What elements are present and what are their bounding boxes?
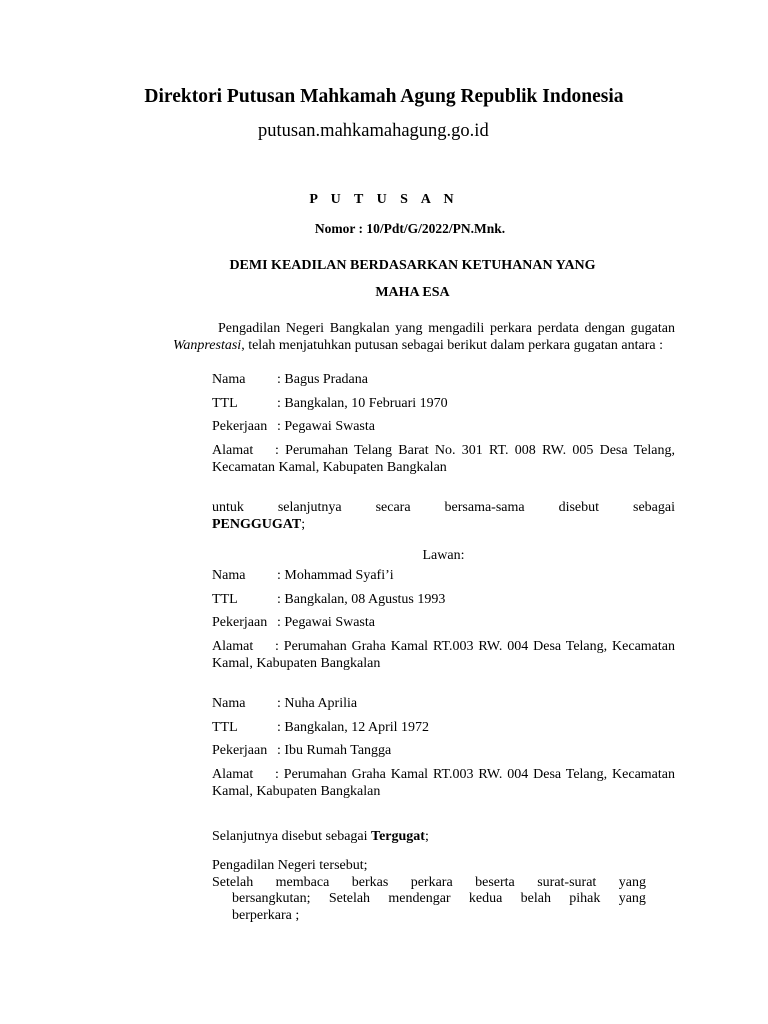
closing-word: pihak [569,891,601,906]
defendant1-name-row: Nama : Mohammad Syafi’i [212,568,394,583]
invocation-line-1: DEMI KEADILAN BERDASARKAN KETUHANAN YANG [229,258,596,273]
closing-word: Setelah [328,891,371,906]
closing-word: membaca [275,874,330,890]
closing-paragraph [212,858,646,924]
document-heading: P U T U S A N [309,192,459,207]
plaintiff-job-row: Pekerjaan : Pegawai Swasta [212,419,375,434]
intro-paragraph: Pengadilan Negeri Bangkalan yang mengadili perkara perdata dengan gugatan Wanprestasi, telah menjatuhkan putusan sebagai berikut dalam perkara gugatan antara : [173,321,675,353]
case-type: Wanprestasi [173,338,242,353]
plaintiff-designation: untuk selanjutnya secara bersama-sama disebut sebagai PENGGUGAT; [212,500,675,532]
defendant1-job-row: Pekerjaan : Pegawai Swasta [212,615,375,630]
closing-word: Setelah [212,874,254,890]
closing-word: bersangkutan; [232,891,311,906]
defendant2-name-row: Nama : Nuha Aprilia [212,696,358,711]
defendant-designation: Selanjutnya disebut sebagai Tergugat; [212,829,429,844]
closing-word: mendengar [388,891,451,906]
closing-word: perkara [410,874,453,890]
versus-label: Lawan: [422,548,465,563]
designation-word: secara [375,500,411,515]
closing-line-1: Pengadilan Negeri tersebut; [212,858,368,873]
defendant2-address-row: Alamat : Perumahan Graha Kamal RT.003 RW. 004 Desa Telang, Kecamatan Kamal, Kabupaten Bangkalan [212,767,675,799]
designation-word: selanjutnya [277,500,342,515]
closing-word: yang [618,874,646,890]
closing-word: beserta [475,874,515,890]
plaintiff-ttl-row: TTL : Bangkalan, 10 Februari 1970 [212,396,448,411]
designation-word: sebagai [633,500,675,515]
designation-word: disebut [558,500,600,515]
closing-word: berkas [351,874,389,890]
defendant2-ttl-row: TTL : Bangkalan, 12 April 1972 [212,720,430,735]
directory-title: Direktori Putusan Mahkamah Agung Republik Indonesia [144,86,624,107]
closing-word: surat-surat [537,874,597,890]
plaintiff-address-row: Alamat : Perumahan Telang Barat No. 301 RT. 008 RW. 005 Desa Telang, Kecamatan Kamal, Kabupaten Bangkalan [212,443,675,475]
plaintiff-name-row: Nama : Bagus Pradana [212,372,368,387]
case-number: Nomor : 10/Pdt/G/2022/PN.Mnk. [314,221,506,236]
defendant1-ttl-row: TTL : Bangkalan, 08 Agustus 1993 [212,592,446,607]
closing-word: belah [520,891,551,906]
designation-word: untuk [212,500,244,515]
closing-line-4: berperkara ; [232,907,300,923]
closing-word: yang [618,891,646,906]
closing-word: kedua [468,891,503,906]
directory-url[interactable]: putusan.mahkamahagung.go.id [258,121,489,141]
closing-line-2 [212,875,646,892]
defendant2-job-row: Pekerjaan : Ibu Rumah Tangga [212,743,392,758]
invocation-line-2: MAHA ESA [375,285,450,300]
defendant1-address-row: Alamat : Perumahan Graha Kamal RT.003 RW. 004 Desa Telang, Kecamatan Kamal, Kabupaten Bangkalan [212,639,675,671]
designation-word: bersama-sama [444,500,525,515]
closing-line-3 [212,891,646,908]
